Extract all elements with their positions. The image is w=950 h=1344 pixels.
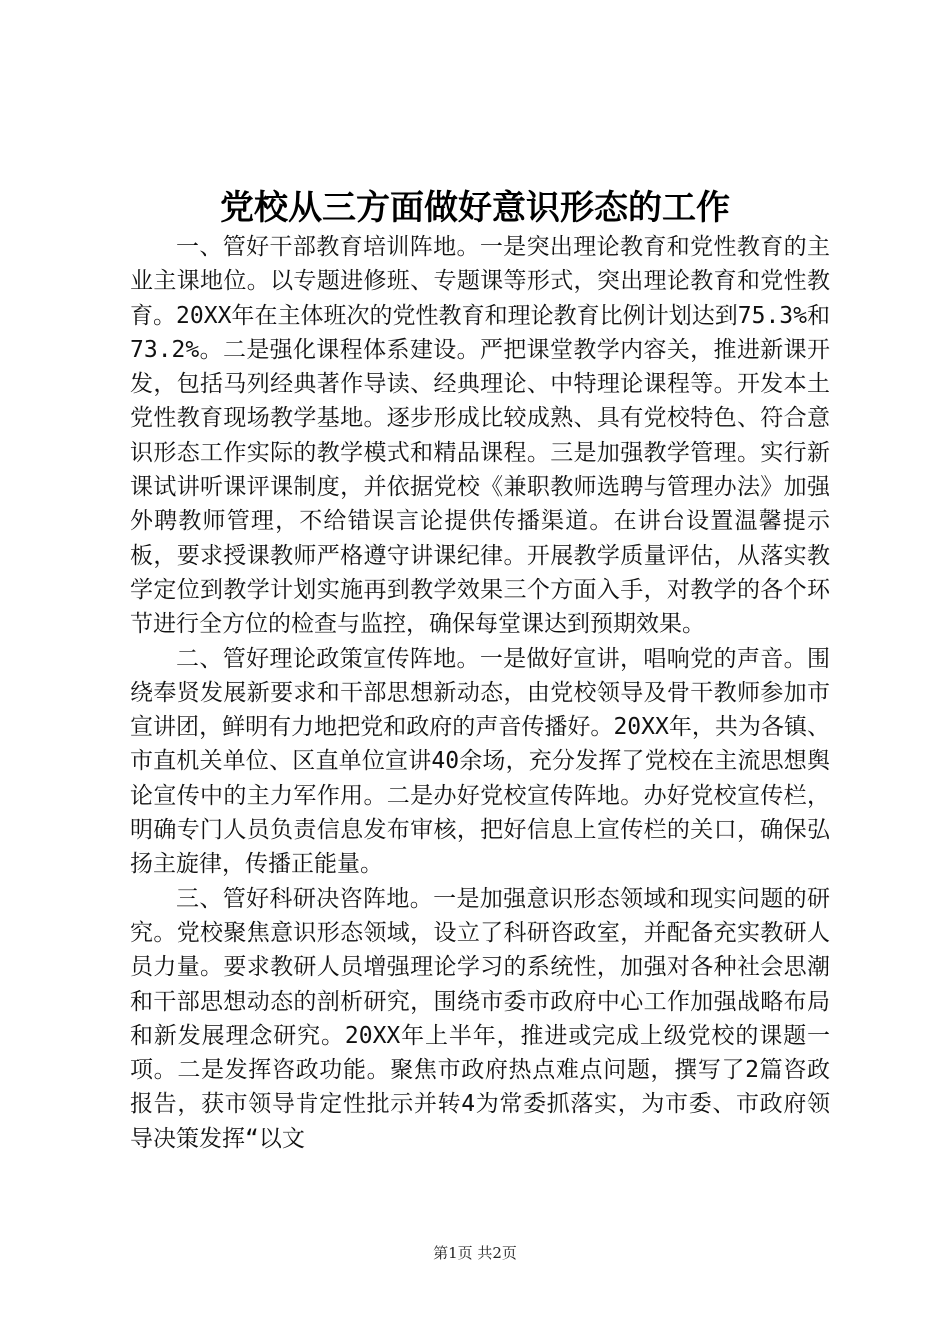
page-number-footer: 第1页 共2页 — [433, 1244, 517, 1262]
paragraph-1: 一、管好干部教育培训阵地。一是突出理论教育和党性教育的主业主课地位。以专题进修班、专题课等形式，突出理论教育和党性教育。20XX年在主体班次的党性教育和理论教育比例计划达到75.3%和73.2%。二是强化课程体系建设。严把课堂教学内容关，推进新课开发，包括马列经典著作导读、经典理论、中特理论课程等。开发本土党性教育现场教学基地。逐步形成比较成熟、具有党校特色、符合意识形态工作实际的教学模式和精品课程。三是加强教学管理。实行新课试讲听课评课制度，并依据党校《兼职教师选聘与管理办法》加强外聘教师管理，不给错误言论提供传播渠道。在讲台设置温馨提示板，要求授课教师严格遵守讲课纪律。开展教学质量评估，从落实教学定位到教学计划实施再到教学效果三个方面入手，对教学的各个环节进行全方位的检查与监控，确保每堂课达到预期效果。 — [130, 234, 830, 638]
document-title: 党校从三方面做好意识形态的工作 — [220, 188, 730, 228]
paragraph-2: 二、管好理论政策宣传阵地。一是做好宣讲，唱响党的声音。围绕奉贤发展新要求和干部思想新动态，由党校领导及骨干教师参加市宣讲团，鲜明有力地把党和政府的声音传播好。20XX年，共为各镇、市直机关单位、区直单位宣讲40余场，充分发挥了党校在主流思想舆论宣传中的主力军作用。二是办好党校宣传阵地。办好党校宣传栏，明确专门人员负责信息发布审核，把好信息上宣传栏的关口，确保弘扬主旋律，传播正能量。 — [130, 645, 830, 878]
document-body — [130, 230, 830, 1156]
paragraph-3: 三、管好科研决咨阵地。一是加强意识形态领域和现实问题的研究。党校聚焦意识形态领域，设立了科研咨政室，并配备充实教研人员力量。要求教研人员增强理论学习的系统性，加强对各种社会思潮和干部思想动态的剖析研究，围绕市委市政府中心工作加强战略布局和新发展理念研究。20XX年上半年，推进或完成上级党校的课题一项。二是发挥咨政功能。聚焦市政府热点难点问题，撰写了2篇咨政报告，获市领导肯定性批示并转4为常委抓落实，为市委、市政府领导决策发挥“以文 — [130, 885, 830, 1152]
